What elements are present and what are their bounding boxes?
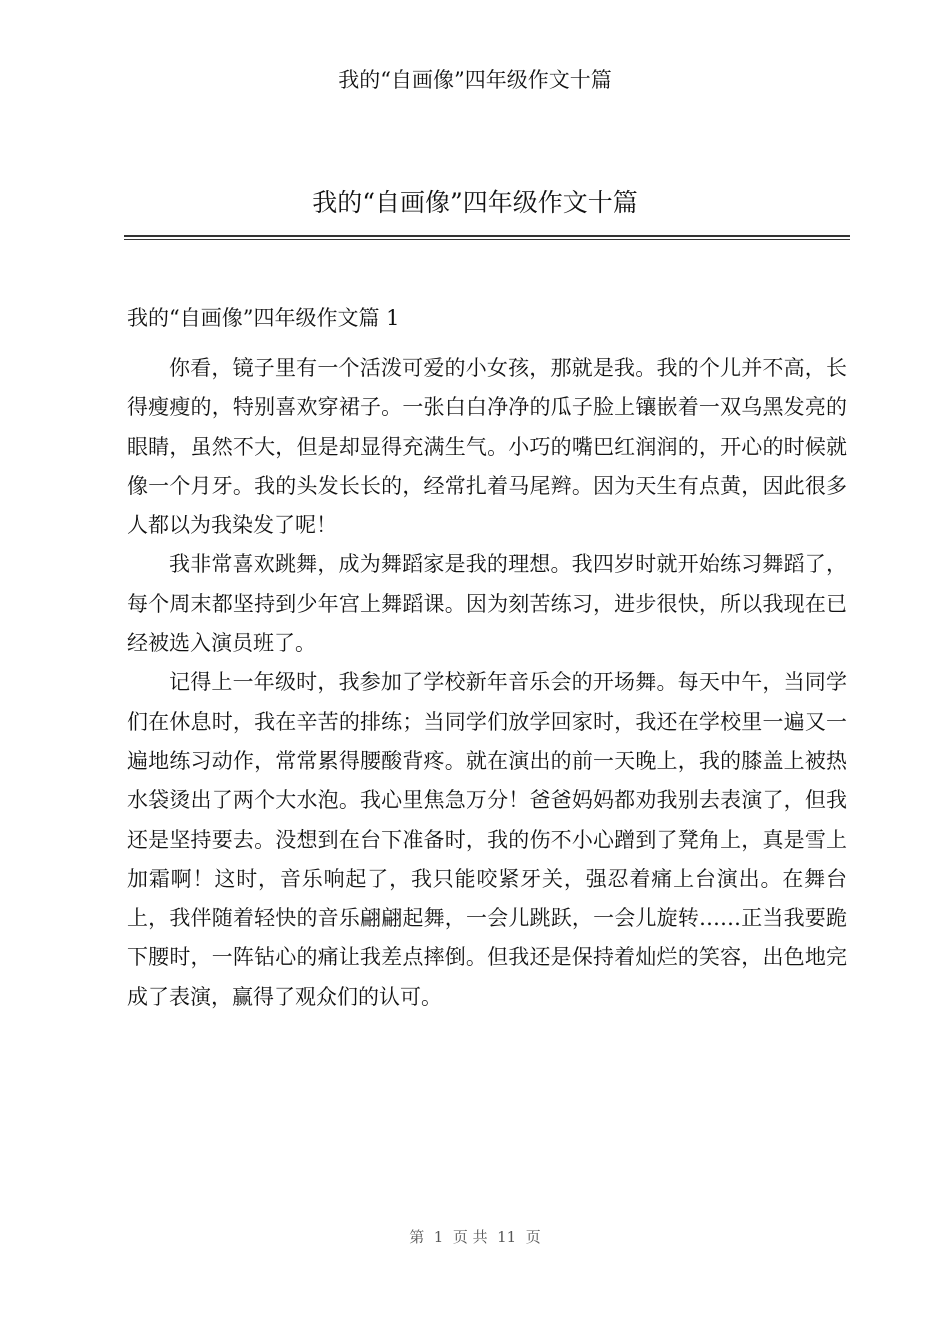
paragraph-1: 你看，镜子里有一个活泼可爱的小女孩，那就是我。我的个儿并不高，长得瘦瘦的，特别喜欢穿裙子。一张白白净净的瓜子脸上镶嵌着一双乌黑发亮的眼睛，虽然不大，但是却显得充满生气。小巧的嘴巴红润润的，开心的时候就像一个月牙。我的头发长长的，经常扎着马尾辫。因为天生有点黄，因此很多人都以为我染发了呢！ [127,356,847,538]
essay-body [127,349,847,1017]
section-heading: 我的“自画像”四年级作文篇 1 [127,306,400,330]
paragraph-3: 记得上一年级时，我参加了学校新年音乐会的开场舞。每天中午，当同学们在休息时，我在辛苦的排练；当同学们放学回家时，我还在学校里一遍又一遍地练习动作，常常累得腰酸背疼。就在演出的前一天晚上，我的膝盖上被热水袋烫出了两个大水泡。我心里焦急万分！爸爸妈妈都劝我别去表演了，但我还是坚持要去。没想到在台下准备时，我的伤不小心蹭到了凳角上，真是雪上加霜啊！这时，音乐响起了，我只能咬紧牙关，强忍着痛上台演出。在舞台上，我伴随着轻快的音乐翩翩起舞，一会儿跳跃，一会儿旋转……正当我要跪下腰时，一阵钻心的痛让我差点摔倒。但我还是保持着灿烂的笑容，出色地完成了表演，赢得了观众们的认可。 [127,670,847,1009]
page-number-footer: 第 1 页 共 11 页 [409,1228,541,1246]
title-underline-divider [124,235,850,240]
running-header: 我的“自画像”四年级作文十篇 [338,68,612,92]
document-title: 我的“自画像”四年级作文十篇 [312,188,638,217]
paragraph-2: 我非常喜欢跳舞，成为舞蹈家是我的理想。我四岁时就开始练习舞蹈了，每个周末都坚持到少年宫上舞蹈课。因为刻苦练习，进步很快，所以我现在已经被选入演员班了。 [127,552,847,656]
